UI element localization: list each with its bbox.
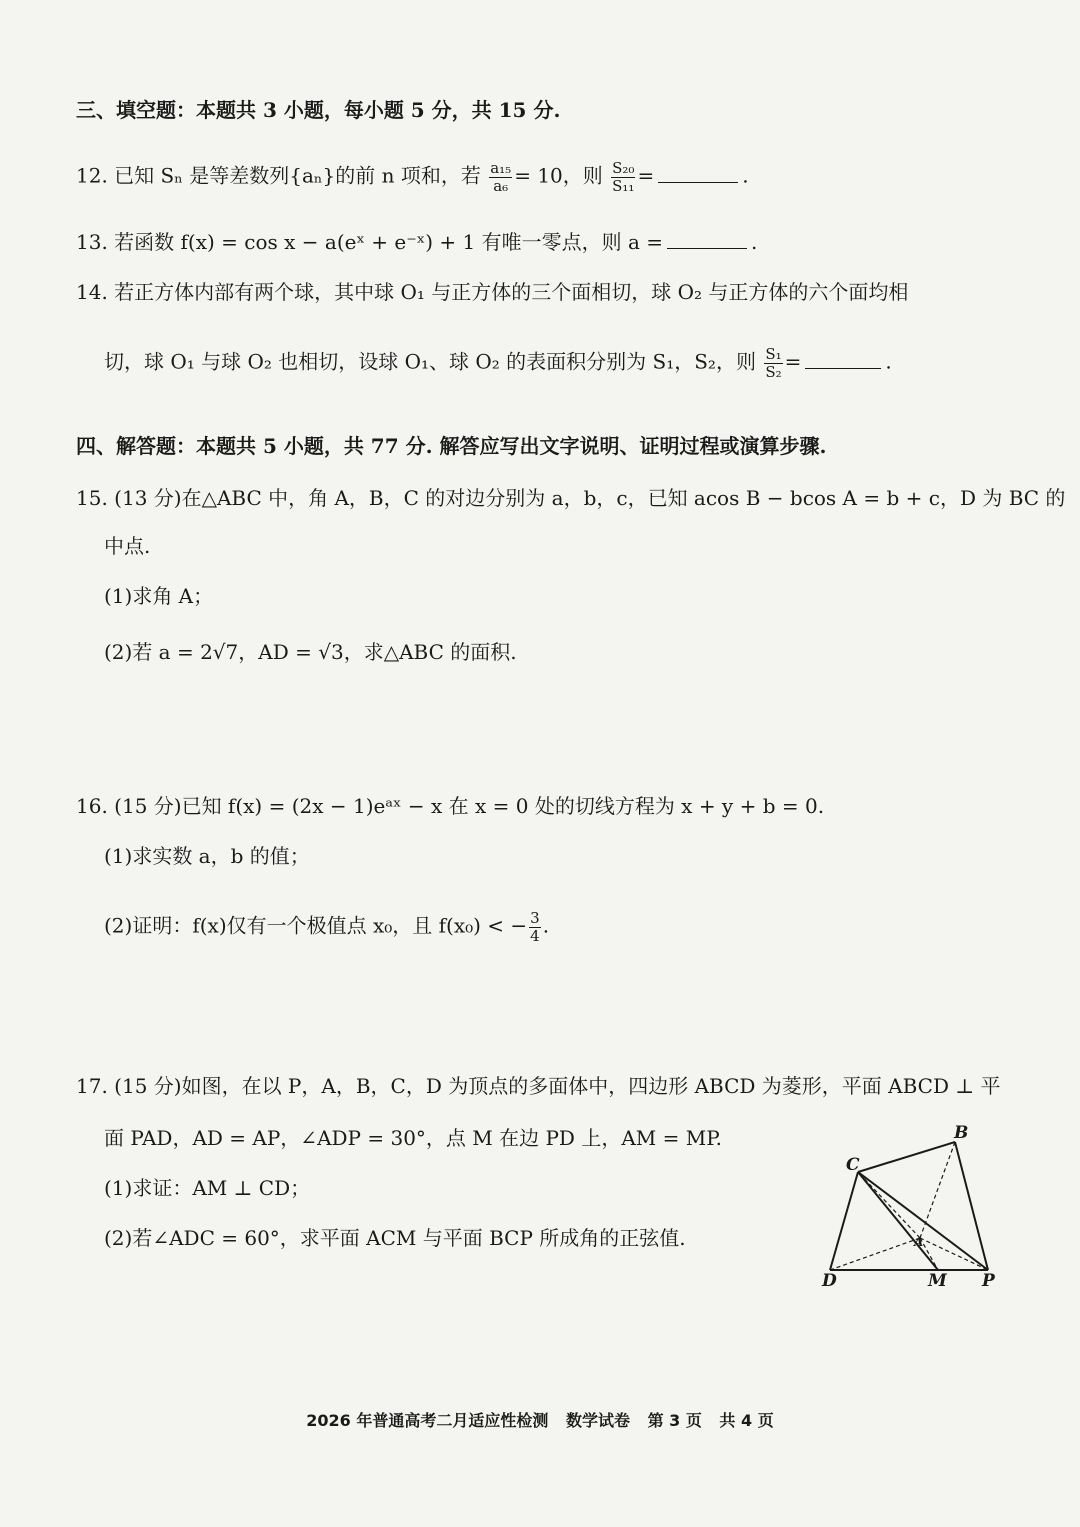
edge-AP (920, 1238, 988, 1270)
edge-CB (858, 1142, 955, 1172)
q16-end: . (542, 913, 550, 938)
edge-DA (830, 1238, 920, 1270)
question-17-line2: 面 PAD，AD = AP，∠ADP = 30°，点 M 在边 PD 上，AM = MP. (104, 1126, 722, 1150)
q14-frac-num: S₁ (765, 345, 782, 363)
q14-line2-prefix: 切，球 O₁ 与球 O₂ 也相切，设球 O₁、球 O₂ 的表面积分别为 S₁，S₂，则 (104, 349, 756, 374)
question-17-line1: 17. (15 分)如图，在以 P，A，B，C，D 为顶点的多面体中，四边形 ABCD 为菱形，平面 ABCD ⊥ 平 (76, 1074, 1001, 1098)
q12-end: . (742, 163, 749, 188)
q12-frac1-den: a₆ (493, 176, 509, 195)
polyhedron-figure (810, 1120, 1010, 1295)
label-D: D (822, 1271, 837, 1291)
q14-fraction (764, 346, 782, 380)
q16-fraction (529, 910, 541, 944)
q12-fraction-a (489, 160, 512, 194)
question-12 (76, 160, 749, 194)
q12-frac1-num: a₁₅ (490, 159, 512, 177)
edge-CP (858, 1172, 988, 1270)
question-16-part1: (1)求实数 a，b 的值； (104, 844, 310, 868)
q12-frac2-den: S₁₁ (612, 176, 635, 195)
question-16-line1: 16. (15 分)已知 f(x) = (2x − 1)eᵃˣ − x 在 x = 0 处的切线方程为 x + y + b = 0. (76, 794, 825, 818)
q12-fraction-s (611, 160, 635, 194)
edge-BP (955, 1142, 988, 1270)
footer-total: 共 4 页 (719, 1411, 774, 1430)
footer-exam: 2026 年普通高考二月适应性检测 (306, 1411, 549, 1430)
section3-heading: 三、填空题：本题共 3 小题，每小题 5 分，共 15 分. (76, 98, 561, 122)
question-15-part2: (2)若 a = 2√7，AD = √3，求△ABC 的面积. (104, 640, 517, 664)
page-footer (0, 1408, 1080, 1431)
q16-part2-prefix: (2)证明：f(x)仅有一个极值点 x₀，且 f(x₀) < − (104, 913, 528, 938)
q12-mid: = 10，则 (514, 163, 603, 188)
q12-answer-blank[interactable] (658, 178, 738, 183)
question-15-line2: 中点. (104, 534, 151, 558)
q12-frac2-num: S₂₀ (612, 159, 635, 177)
question-17-part2: (2)若∠ADC = 60°，求平面 ACM 与平面 BCP 所成角的正弦值. (104, 1226, 686, 1250)
q14-frac-den: S₂ (765, 362, 782, 381)
q12-suffix: = (637, 163, 655, 188)
label-A: A (914, 1235, 924, 1249)
q16-frac-den: 4 (530, 926, 540, 945)
footer-page: 第 3 页 (647, 1411, 702, 1430)
label-C: C (846, 1155, 860, 1175)
footer-subject: 数学试卷 (565, 1411, 630, 1430)
question-13 (76, 232, 757, 252)
section4-heading: 四、解答题：本题共 5 小题，共 77 分. 解答应写出文字说明、证明过程或演算步骤. (76, 434, 827, 458)
q13-answer-blank[interactable] (667, 244, 747, 249)
label-M: M (928, 1271, 947, 1291)
q13-end: . (751, 230, 758, 254)
question-17-part1: (1)求证：AM ⊥ CD； (104, 1176, 311, 1200)
question-15-part1: (1)求角 A； (104, 584, 214, 608)
question-14-line2 (104, 346, 892, 380)
q16-frac-num: 3 (530, 909, 540, 927)
question-14-line1: 14. 若正方体内部有两个球，其中球 O₁ 与正方体的三个面相切，球 O₂ 与正方体的六个面均相 (76, 280, 909, 304)
label-B: B (954, 1123, 969, 1143)
q13-text: 13. 若函数 f(x) = cos x − a(eˣ + e⁻ˣ) + 1 有唯一零点，则 a = (76, 230, 664, 254)
edge-AB (920, 1142, 955, 1238)
question-16-part2 (104, 910, 549, 944)
q12-prefix: 12. 已知 Sₙ 是等差数列{aₙ}的前 n 项和，若 (76, 163, 481, 188)
q14-end: . (885, 349, 892, 374)
edge-CD (830, 1172, 858, 1270)
question-15-line1: 15. (13 分)在△ABC 中，角 A，B，C 的对边分别为 a，b，c，已知 acos B − bcos A = b + c，D 为 BC 的 (76, 486, 1066, 510)
q14-suffix: = (784, 349, 802, 374)
q14-answer-blank[interactable] (805, 364, 881, 369)
label-P: P (982, 1271, 995, 1291)
